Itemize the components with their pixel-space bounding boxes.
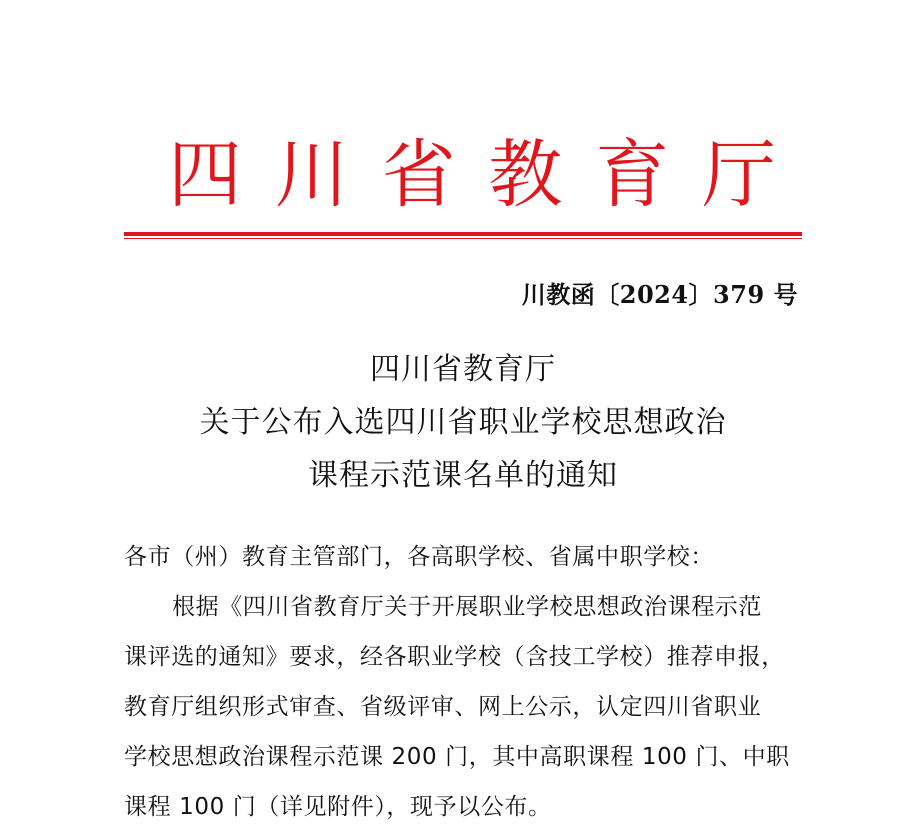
header-char: 四 [168, 132, 242, 218]
title-line: 课程示范课名单的通知 [308, 458, 618, 493]
body-paragraph [124, 582, 804, 832]
header-divider-thick [124, 232, 802, 236]
notice-title [124, 343, 802, 502]
paragraph-line: 学校思想政治课程示范课 200 门，其中高职课程 100 门、中职 [124, 744, 790, 770]
header-char: 厅 [701, 132, 776, 218]
header-char: 川 [274, 132, 349, 218]
header-char: 育 [595, 132, 670, 218]
header-char: 教 [488, 132, 563, 218]
paragraph-line: 教育厅组织形式审查、省级评审、网上公示，认定四川省职业 [124, 694, 762, 720]
document-body [124, 532, 804, 832]
title-line: 四川省教育厅 [370, 352, 556, 387]
document-number: 川教函〔2024〕379 号 [521, 280, 798, 309]
paragraph-line: 根据《四川省教育厅关于开展职业学校思想政治课程示范 [172, 594, 762, 620]
header-divider-thin [124, 238, 802, 239]
salutation: 各市（州）教育主管部门，各高职学校、省属中职学校： [124, 544, 714, 570]
header-char: 省 [381, 132, 456, 218]
issuing-authority-header [124, 130, 802, 220]
paragraph-line: 课程 100 门（详见附件），现予以公布。 [124, 794, 552, 820]
title-line: 关于公布入选四川省职业学校思想政治 [199, 405, 727, 440]
paragraph-line: 课评选的通知》要求，经各职业学校（含技工学校）推荐申报， [124, 644, 785, 670]
